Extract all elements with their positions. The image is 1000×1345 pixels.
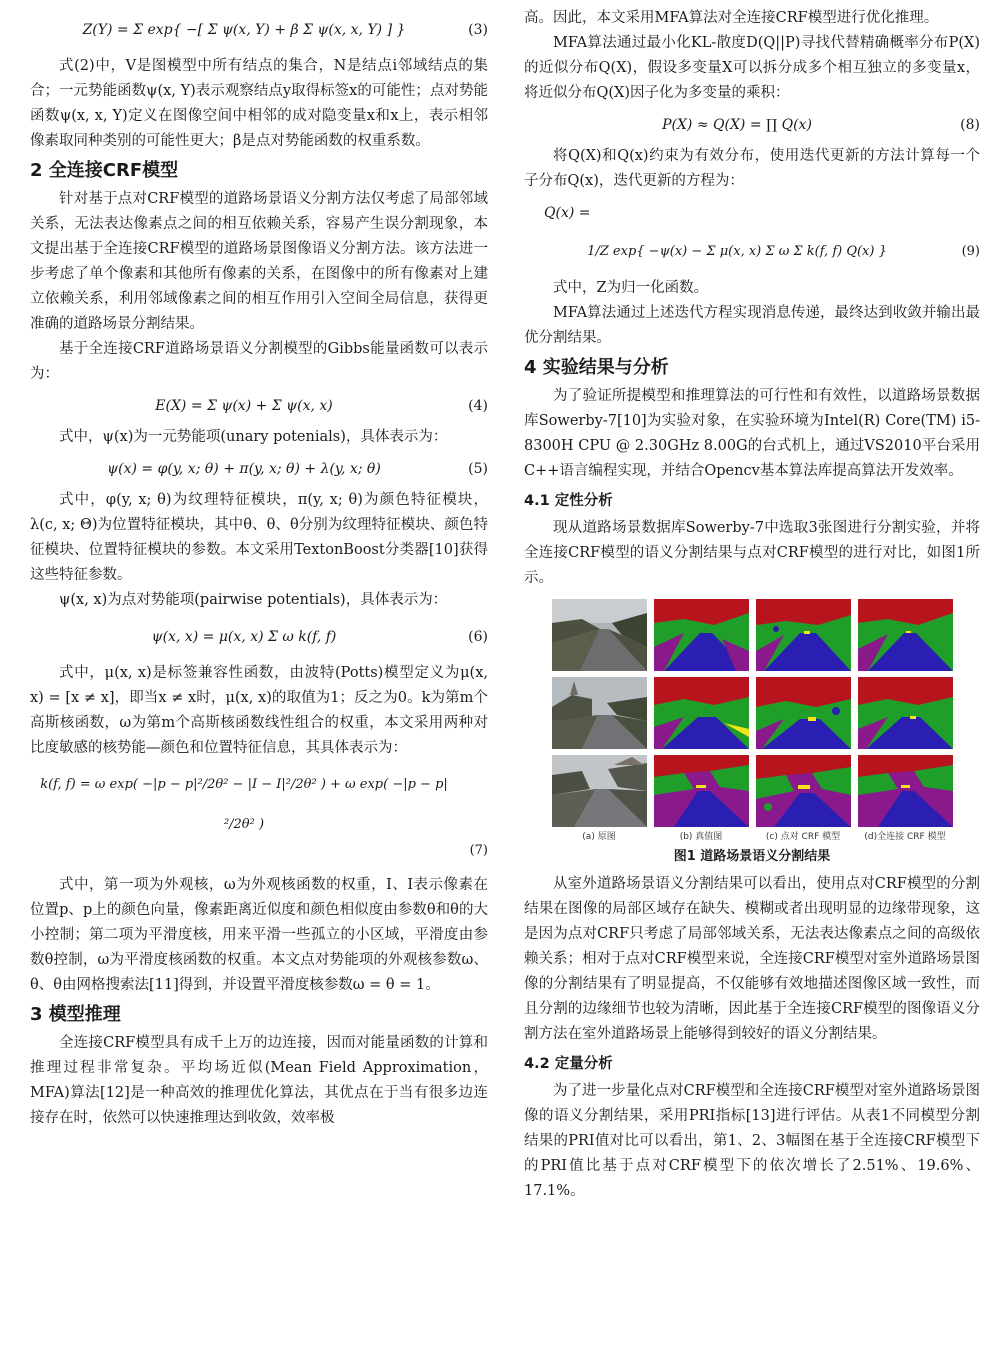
seg-truth-2	[654, 677, 749, 749]
photo-original-3	[552, 755, 647, 827]
subsection-heading-4-1: 4.1 定性分析	[524, 493, 613, 509]
equation-7-body: k(f, f) = ω exp( −|p − p|²/2θ² − |I − I|²/2θ² ) + ω exp( −|p − p|²/2θ² )	[40, 777, 448, 832]
equation-9a-body: Q(x) =	[544, 205, 591, 221]
subcaption-d: (d)全连接 CRF 模型	[864, 832, 946, 842]
seg-fullcrf-1	[858, 599, 953, 671]
subsection-heading-4-2: 4.2 定量分析	[524, 1056, 613, 1072]
equation-5-body: ψ(x) = φ(y, x; θ) + π(y, x; θ) + λ(y, x; θ)	[107, 461, 381, 477]
seg-pairwise-1	[756, 599, 851, 671]
equation-8-body: P(X) ≈ Q(X) = ∏ Q(x)	[662, 117, 812, 133]
section-heading-2: 2 全连接CRF模型	[30, 160, 179, 181]
subcaption-c: (c) 点对 CRF 模型	[765, 832, 841, 842]
paragraph-message-passing: MFA算法通过上述迭代方程实现消息传递，最终达到收敛并输出最优分割结果。	[524, 305, 980, 346]
paragraph-mfa-cont: 高。因此，本文采用MFA算法对全连接CRF模型进行优化推理。	[524, 10, 939, 26]
figure-1-grid	[524, 599, 980, 827]
equation-5	[30, 454, 488, 484]
paragraph-potts: 式中，μ(x, x)是标签兼容性函数，由波特(Potts)模型定义为μ(x, x) = [x ≠ x]，即当x ≠ x时，μ(x, x)的取值为1；反之为0。k为第m个高斯核函数，ω为第m个高斯核函数线性组合的权重，本文采用两种对比度敏感的核势能—颜色和位置特征信息，其具体表示为：	[30, 665, 488, 756]
paragraph-potentials-def: 式(2)中，V是图模型中所有结点的集合，N是结点i邻域结点的集合；一元势能函数ψ(x, Y)表示观察结点y取得标签x的可能性；点对势能函数ψ(x, x, Y)定义在图像空间中相邻的成对隐变量x和x上，表示相邻像素取同种类别的可能性更大；β是点对势能函数的权重系数。	[30, 58, 488, 149]
paragraph-quantitative: 为了进一步量化点对CRF模型和全连接CRF模型对室外道路场景图像的语义分割结果，采用PRI指标[13]进行评估。从表1不同模型分割结果的PRI值对比可以看出，第1、2、3幅图在基于全连接CRF模型下的PRI值比基于点对CRF模型下的依次增长了2.51%、19.6%、17.1%。	[524, 1083, 980, 1199]
paragraph-kernels: 式中，第一项为外观核，ω为外观核函数的权重，I、I表示像素在位置p、p上的颜色向量，像素距离近似度和颜色相似度由参数θ和θ的大小控制；第二项为平滑度核，用来平滑一些孤立的小区域，平滑度由参数θ控制，ω为平滑度核函数的权重。本文点对势能项的外观核参数ω、θ、θ由网格搜索法[11]得到，并设置平滑度核参数ω = θ = 1。	[30, 877, 488, 993]
paragraph-qualitative: 现从道路场景数据库Sowerby-7中选取3张图进行分割实验，并将全连接CRF模型的语义分割结果与点对CRF模型的进行对比，如图1所示。	[524, 520, 980, 586]
equation-7	[30, 765, 488, 858]
subcaption-a: (a) 原图	[582, 832, 616, 842]
right-column	[524, 6, 980, 1204]
equation-6-number: (6)	[468, 629, 488, 645]
section-heading-4: 4 实验结果与分析	[524, 357, 669, 378]
equation-6-body: ψ(x, x) = μ(x, x) Σ ω k(f, f)	[151, 629, 337, 645]
paragraph-kl: MFA算法通过最小化KL-散度D(Q||P)寻找代替精确概率分布P(X)的近似分布Q(X)，假设多变量X可以拆分成多个相互独立的多变量x，将近似分布Q(X)因子化为多变量的乘积：	[524, 35, 980, 101]
equation-4-number: (4)	[468, 398, 488, 414]
paragraph-experiment-setup: 为了验证所提模型和推理算法的可行性和有效性，以道路场景数据库Sowerby-7[10]为实验对象，在实验环境为Intel(R) Core(TM) i5-8300H CPU @ 2.30GHz 8.00G的台式机上，通过VS2010平台采用C++语言编程实现，并结合Opencv基本算法库提高算法开发效率。	[524, 388, 980, 479]
equation-3	[30, 10, 488, 50]
equation-7-number: (7)	[469, 843, 488, 858]
seg-pairwise-2	[756, 677, 851, 749]
paragraph-iterative: 将Q(X)和Q(x)约束为有效分布，使用迭代更新的方法计算每一个子分布Q(x)，迭代更新的方程为：	[524, 148, 980, 189]
equation-3-body: Z(Y) = Σ exp{ −[ Σ ψ(x, Y) + β Σ ψ(x, x, Y) ] }	[82, 22, 406, 38]
seg-truth-3	[654, 755, 749, 827]
paragraph-qualitative-result: 从室外道路场景语义分割结果可以看出，使用点对CRF模型的分割结果在图像的局部区域存在缺失、模糊或者出现明显的边缘带现象，这是因为点对CRF只考虑了局部邻域关系，无法表达像素点之间的高级依赖关系；相对于点对CRF模型来说，全连接CRF模型对室外道路场景图像的分割结果有了明显提高，不仅能够有效地描述图像区域一致性，而且分割的边缘细节也较为清晰，因此基于全连接CRF模型的图像语义分割方法在室外道路场景上能够得到较好的语义分割结果。	[524, 876, 980, 1042]
seg-truth-1	[654, 599, 749, 671]
figure-1-caption: 图1 道路场景语义分割结果	[673, 849, 831, 864]
equation-9	[524, 232, 980, 272]
paragraph-fullcrf-intro: 针对基于点对CRF模型的道路场景语义分割方法仅考虑了局部邻域关系，无法表达像素点之间的相互依赖关系，容易产生误分割现象，本文提出基于全连接CRF模型的道路场景图像语义分割方法。该方法进一步考虑了单个像素和其他所有像素的关系，在图像中的所有像素对上建立依赖关系，利用邻域像素之间的相互作用引入空间全局信息，获得更准确的道路场景分割结果。	[30, 191, 488, 332]
paragraph-pairwise: ψ(x, x)为点对势能项(pairwise potentials)，具体表示为：	[59, 592, 448, 608]
equation-9-number: (9)	[961, 244, 980, 259]
paragraph-mfa-intro: 全连接CRF模型具有成千上万的边连接，因而对能量函数的计算和推理过程非常复杂。平均场近似(Mean Field Approximation，MFA)算法[12]是一种高效的推理优化算法，其优点在于当有很多边连接存在时，依然可以快速推理达到收敛，效率极	[30, 1035, 488, 1126]
paragraph-unary: 式中，ψ(x)为一元势能项(unary potenials)，具体表示为：	[59, 429, 448, 445]
figure-1	[524, 599, 980, 870]
paragraph-gibbs-energy: 基于全连接CRF道路场景语义分割模型的Gibbs能量函数可以表示为：	[30, 341, 488, 382]
photo-original-2	[552, 677, 647, 749]
left-column	[30, 6, 488, 1131]
equation-8	[524, 110, 980, 140]
seg-fullcrf-3	[858, 755, 953, 827]
section-heading-3: 3 模型推理	[30, 1004, 121, 1025]
paragraph-normalization: 式中，Z为归一化函数。	[553, 280, 709, 296]
seg-pairwise-3	[756, 755, 851, 827]
figure-1-subcaptions	[524, 830, 980, 844]
paragraph-feature-modules: 式中，φ(y, x; θ)为纹理特征模块，π(y, x; θ)为颜色特征模块，λ(c, x; Θ)为位置特征模块，其中θ、θ、θ分别为纹理特征模块、颜色特征模块、位置特征模块的参数。本文采用TextonBoost分类器[10]获得这些特征参数。	[30, 492, 488, 583]
subcaption-b: (b) 真值图	[679, 832, 723, 842]
seg-fullcrf-2	[858, 677, 953, 749]
equation-5-number: (5)	[468, 461, 488, 477]
equation-3-number: (3)	[468, 22, 488, 38]
equation-6	[30, 617, 488, 657]
equation-4-body: E(X) = Σ ψ(x) + Σ ψ(x, x)	[155, 398, 333, 414]
equation-9a	[524, 198, 980, 228]
equation-8-number: (8)	[960, 117, 980, 133]
equation-9-body: 1/Z exp{ −ψ(x) − Σ μ(x, x) Σ ω Σ k(f, f) Q(x) }	[587, 244, 887, 259]
equation-4	[30, 391, 488, 421]
photo-original-1	[552, 599, 647, 671]
